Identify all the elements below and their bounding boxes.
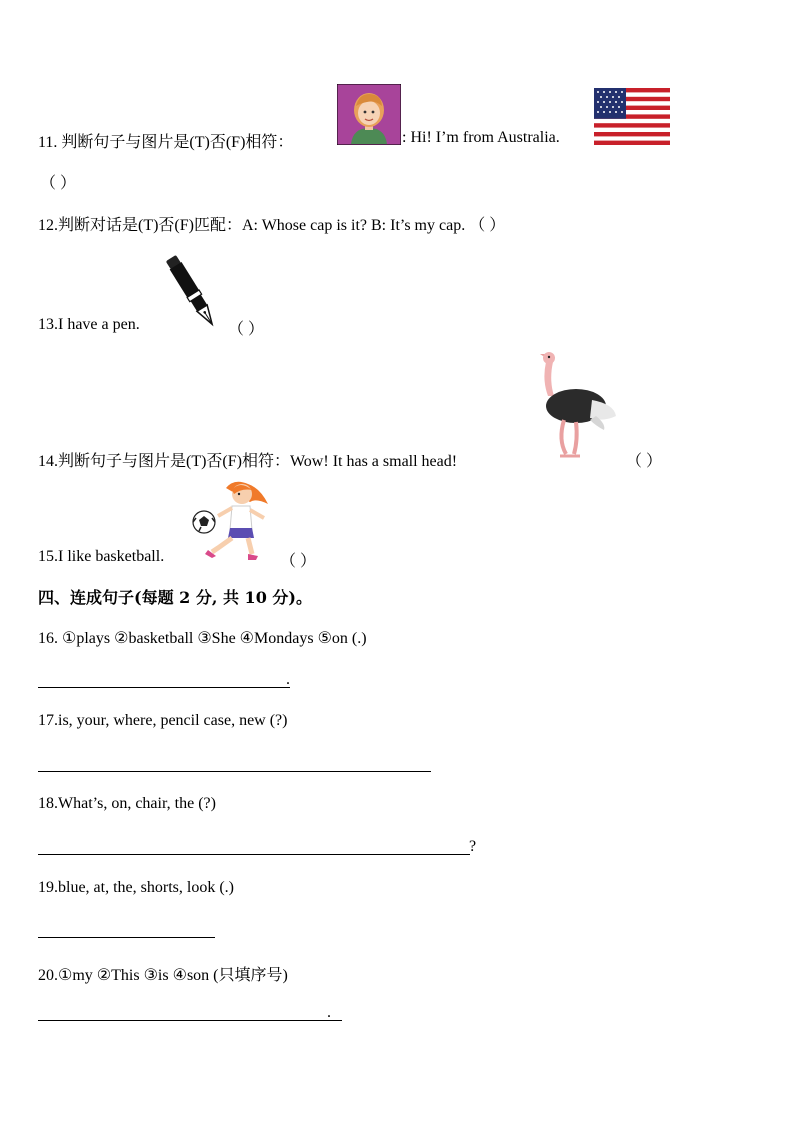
s20-end-mark: .	[327, 1004, 331, 1021]
fountain-pen-icon	[160, 250, 224, 334]
q11-text: 11. 判断句子与图片是(T)否(F)相符：	[38, 134, 294, 151]
usa-flag-icon	[594, 88, 670, 145]
q14-answer-bracket[interactable]: （ ）	[626, 453, 663, 470]
q13-text: 13.I have a pen.	[38, 316, 140, 333]
s20-text: 20.①my ②This ③is ④son (只填序号)	[38, 967, 288, 984]
s16-answer-line[interactable]	[38, 687, 290, 688]
q15-answer-bracket[interactable]: （ ）	[280, 553, 317, 570]
q14-text: 14.判断句子与图片是(T)否(F)相符：Wow! It has a small head!	[38, 453, 458, 470]
s20-answer-line[interactable]	[38, 1020, 342, 1021]
s19-answer-line[interactable]	[38, 937, 215, 938]
girl-portrait-icon	[337, 84, 401, 145]
q11-answer-bracket[interactable]: （ ）	[40, 175, 77, 192]
q12-text: 12.判断对话是(T)否(F)匹配：A: Whose cap is it? B: It’s my cap. （ ）	[38, 217, 506, 234]
s19-text: 19.blue, at, the, shorts, look (.)	[38, 879, 234, 896]
q11-speech: : Hi! I’m from Australia.	[402, 129, 560, 146]
q13-answer-bracket[interactable]: （ ）	[228, 321, 265, 338]
girl-kicking-ball-icon	[190, 478, 272, 564]
section-4-heading: 四、连成句子(每题 2 分, 共 10 分)。	[38, 588, 312, 607]
s17-text: 17.is, your, where, pencil case, new (?)	[38, 712, 288, 729]
ostrich-icon	[534, 350, 620, 462]
s18-end-mark: ?	[469, 838, 477, 855]
q15-text: 15.I like basketball.	[38, 548, 165, 565]
s17-answer-line[interactable]	[38, 771, 431, 772]
s18-answer-line[interactable]	[38, 854, 470, 855]
s16-end-mark: .	[286, 671, 290, 688]
s18-text: 18.What’s, on, chair, the (?)	[38, 795, 216, 812]
s16-text: 16. ①plays ②basketball ③She ④Mondays ⑤on (.)	[38, 630, 367, 647]
